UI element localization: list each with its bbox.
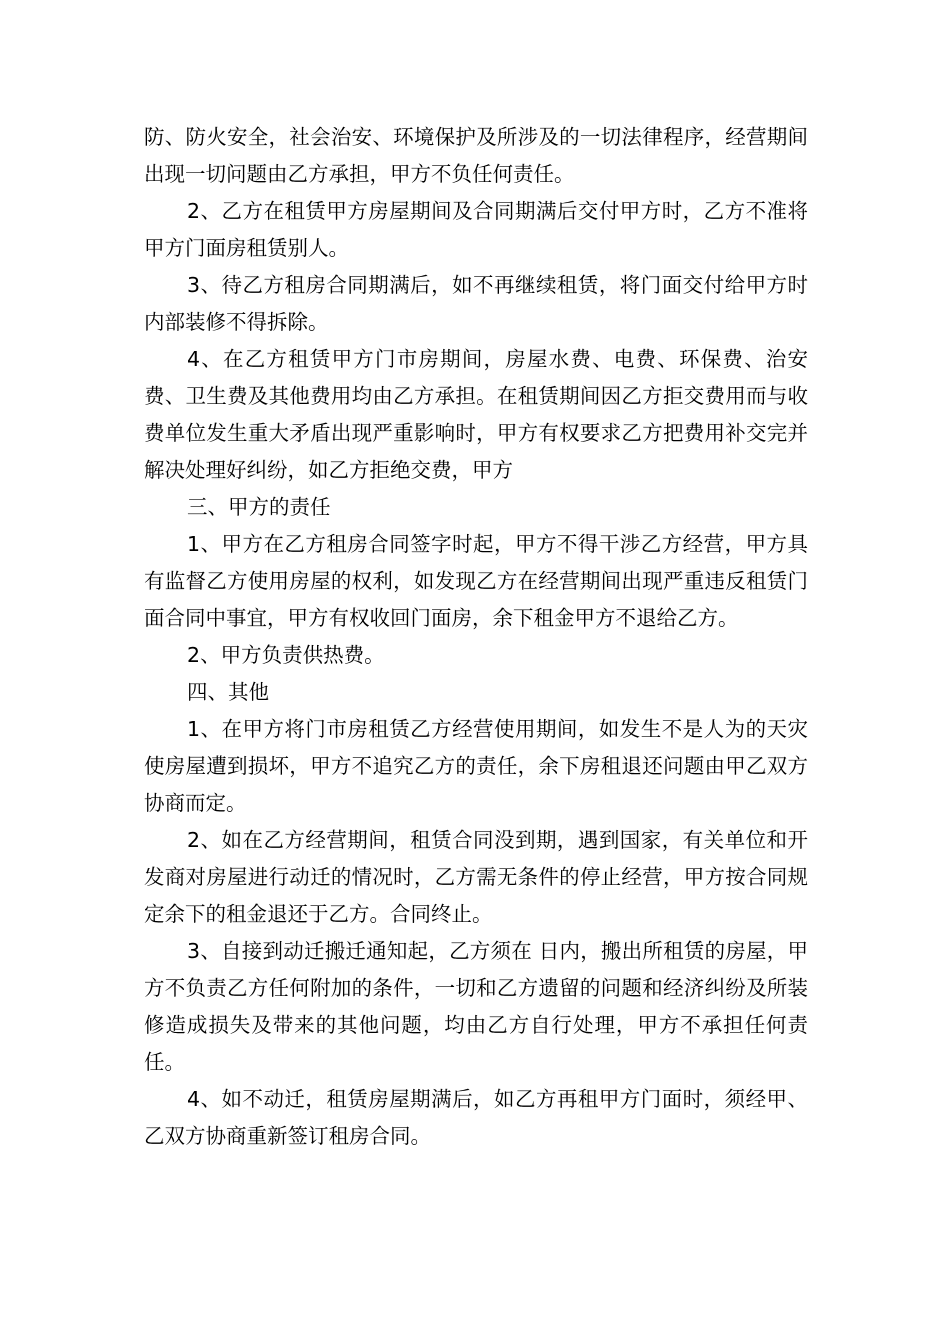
- section-heading: 四、其他: [187, 680, 270, 704]
- document-body: [144, 119, 808, 1155]
- paragraph: 4、如不动迁，租赁房屋期满后，如乙方再租甲方门面时，须经甲、乙双方协商重新签订租房合同。: [144, 1087, 808, 1148]
- paragraph: 1、甲方在乙方租房合同签字时起，甲方不得干涉乙方经营，甲方具有监督乙方使用房屋的权利，如发现乙方在经营期间出现严重违反租赁门面合同中事宜，甲方有权收回门面房，余下租金甲方不退给乙方。: [144, 532, 808, 630]
- paragraph: 1、在甲方将门市房租赁乙方经营使用期间，如发生不是人为的天灾使房屋遭到损坏，甲方不追究乙方的责任，余下房租退还问题由甲乙双方协商而定。: [144, 717, 808, 815]
- paragraph: 3、待乙方租房合同期满后，如不再继续租赁，将门面交付给甲方时内部装修不得拆除。: [144, 273, 808, 334]
- paragraph: 4、在乙方租赁甲方门市房期间，房屋水费、电费、环保费、治安费、卫生费及其他费用均由乙方承担。在租赁期间因乙方拒交费用而与收费单位发生重大矛盾出现严重影响时，甲方有权要求乙方把费用补交完并解决处理好纠纷，如乙方拒绝交费，甲方: [144, 347, 808, 482]
- paragraph: 2、如在乙方经营期间，租赁合同没到期，遇到国家，有关单位和开发商对房屋进行动迁的情况时，乙方需无条件的停止经营，甲方按合同规定余下的租金退还于乙方。合同终止。: [144, 828, 808, 926]
- paragraph: 防、防火安全，社会治安、环境保护及所涉及的一切法律程序，经营期间出现一切问题由乙方承担，甲方不负任何责任。: [144, 125, 808, 186]
- paragraph: 3、自接到动迁搬迁通知起，乙方须在 日内，搬出所租赁的房屋，甲方不负责乙方任何附加的条件，一切和乙方遗留的问题和经济纠纷及所装修造成损失及带来的其他问题，均由乙方自行处理，甲方不承担任何责任。: [144, 939, 808, 1074]
- paragraph: 2、甲方负责供热费。: [187, 643, 385, 667]
- paragraph: 2、乙方在租赁甲方房屋期间及合同期满后交付甲方时，乙方不准将甲方门面房租赁别人。: [144, 199, 808, 260]
- section-heading: 三、甲方的责任: [187, 495, 331, 519]
